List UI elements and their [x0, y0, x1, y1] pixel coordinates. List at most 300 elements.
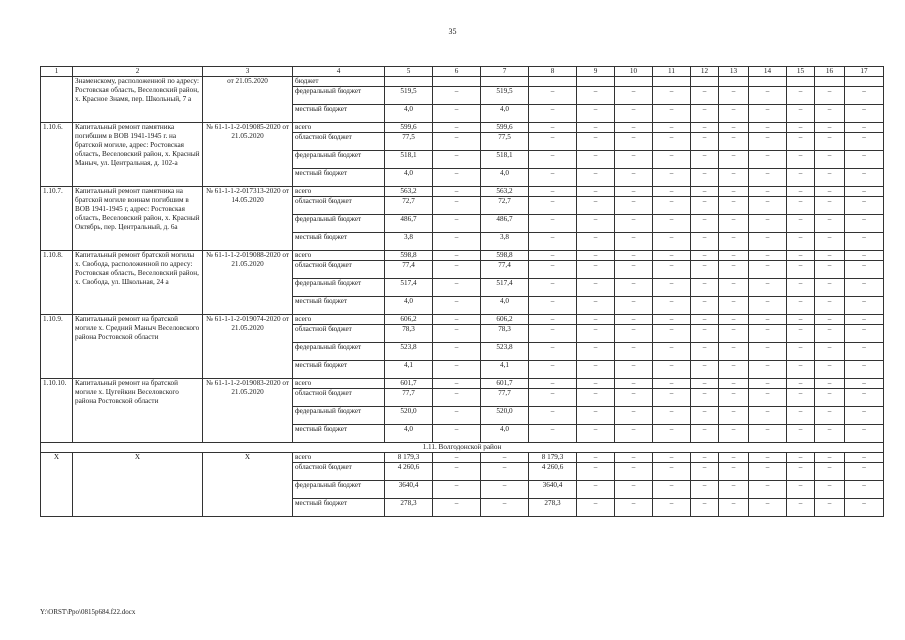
year-value: –: [719, 481, 749, 499]
item-number: 1.10.9.: [41, 315, 73, 379]
funding-source: всего: [293, 379, 385, 389]
year-value: –: [529, 215, 577, 233]
funding-source: всего: [293, 251, 385, 261]
year-value: 519,5: [481, 87, 529, 105]
year-value: –: [719, 407, 749, 425]
total-value: 517,4: [385, 279, 433, 297]
year-value: –: [719, 123, 749, 133]
year-value: –: [529, 133, 577, 151]
year-value: –: [719, 361, 749, 379]
expertise-document: № 61-1-1-2-019088-2020 от 21.05.2020: [203, 251, 293, 315]
column-number: 1: [41, 67, 73, 77]
year-value: –: [787, 123, 815, 133]
year-value: –: [749, 151, 787, 169]
section-row: [41, 443, 884, 453]
year-value: –: [787, 233, 815, 251]
year-value: –: [749, 481, 787, 499]
year-value: –: [719, 343, 749, 361]
year-value: 77,7: [481, 389, 529, 407]
year-value: –: [653, 215, 691, 233]
year-value: –: [845, 481, 884, 499]
year-value: –: [719, 215, 749, 233]
funding-source: федеральный бюджет: [293, 151, 385, 169]
year-value: –: [577, 251, 615, 261]
year-value: –: [615, 169, 653, 187]
year-value: –: [691, 279, 719, 297]
year-value: –: [653, 233, 691, 251]
year-value: –: [845, 197, 884, 215]
funding-source: всего: [293, 453, 385, 463]
year-value: [529, 77, 577, 87]
year-value: –: [815, 481, 845, 499]
year-value: –: [615, 123, 653, 133]
year-value: –: [529, 261, 577, 279]
year-value: –: [845, 187, 884, 197]
column-number: 7: [481, 67, 529, 77]
funding-source: местный бюджет: [293, 297, 385, 315]
year-value: –: [615, 499, 653, 517]
year-value: 4,0: [481, 297, 529, 315]
year-value: –: [653, 481, 691, 499]
year-value: –: [845, 123, 884, 133]
year-value: –: [719, 233, 749, 251]
year-value: –: [845, 169, 884, 187]
column-number: 15: [787, 67, 815, 77]
year-value: –: [719, 453, 749, 463]
year-value: –: [787, 361, 815, 379]
year-value: –: [691, 481, 719, 499]
year-value: 520,0: [481, 407, 529, 425]
year-value: –: [749, 463, 787, 481]
year-value: –: [845, 87, 884, 105]
year-value: –: [653, 361, 691, 379]
year-value: –: [615, 389, 653, 407]
year-value: –: [577, 123, 615, 133]
year-value: –: [719, 389, 749, 407]
year-value: –: [787, 87, 815, 105]
year-value: –: [577, 197, 615, 215]
year-value: –: [815, 425, 845, 443]
expertise-document: № 61-1-1-2-019074-2020 от 21.05.2020: [203, 315, 293, 379]
year-value: –: [815, 105, 845, 123]
year-value: –: [615, 251, 653, 261]
column-number: 11: [653, 67, 691, 77]
expertise-document: № 61-1-1-2-019085-2020 от 21.05.2020: [203, 123, 293, 187]
year-value: –: [615, 197, 653, 215]
table-row: [41, 251, 884, 261]
year-value: 606,2: [481, 315, 529, 325]
funding-source: местный бюджет: [293, 361, 385, 379]
year-value: –: [433, 325, 481, 343]
year-value: –: [749, 215, 787, 233]
year-value: –: [577, 425, 615, 443]
expertise-document: № 61-1-1-2-019083-2020 от 21.05.2020: [203, 379, 293, 443]
year-value: 599,6: [481, 123, 529, 133]
year-value: –: [815, 233, 845, 251]
funding-source: областной бюджет: [293, 197, 385, 215]
year-value: –: [577, 361, 615, 379]
funding-source: областной бюджет: [293, 261, 385, 279]
object-name: Капитальный ремонт на братской могиле х. Цугейкин Веселовского района Ростовской области: [73, 379, 203, 443]
year-value: –: [749, 407, 787, 425]
total-value: 3,8: [385, 233, 433, 251]
year-value: –: [787, 343, 815, 361]
year-value: –: [433, 133, 481, 151]
year-value: –: [653, 105, 691, 123]
year-value: –: [577, 297, 615, 315]
year-value: 601,7: [481, 379, 529, 389]
year-value: –: [845, 251, 884, 261]
year-value: [719, 77, 749, 87]
year-value: –: [433, 389, 481, 407]
year-value: –: [749, 105, 787, 123]
year-value: –: [815, 151, 845, 169]
item-number: 1.10.7.: [41, 187, 73, 251]
year-value: –: [815, 463, 845, 481]
year-value: –: [691, 169, 719, 187]
year-value: –: [749, 261, 787, 279]
year-value: –: [691, 215, 719, 233]
year-value: –: [653, 453, 691, 463]
total-value: 4,0: [385, 425, 433, 443]
year-value: –: [615, 105, 653, 123]
object-name: Капитальный ремонт на братской могиле х. Средний Маныч Веселовского района Ростовской области: [73, 315, 203, 379]
total-value: 77,4: [385, 261, 433, 279]
column-number: 4: [293, 67, 385, 77]
total-value: 599,6: [385, 123, 433, 133]
year-value: –: [749, 453, 787, 463]
year-value: –: [615, 315, 653, 325]
year-value: 3640,4: [529, 481, 577, 499]
total-value: 601,7: [385, 379, 433, 389]
year-value: –: [845, 361, 884, 379]
year-value: –: [433, 343, 481, 361]
year-value: –: [577, 105, 615, 123]
column-number: 17: [845, 67, 884, 77]
year-value: –: [433, 425, 481, 443]
year-value: –: [433, 297, 481, 315]
year-value: –: [529, 169, 577, 187]
total-value: 4,0: [385, 297, 433, 315]
year-value: 278,3: [529, 499, 577, 517]
year-value: –: [577, 87, 615, 105]
year-value: –: [815, 315, 845, 325]
funding-source: местный бюджет: [293, 233, 385, 251]
year-value: –: [653, 343, 691, 361]
item-number: Х: [41, 453, 73, 517]
table-row: [41, 453, 884, 463]
year-value: [481, 77, 529, 87]
column-number: 12: [691, 67, 719, 77]
total-value: 563,2: [385, 187, 433, 197]
year-value: –: [719, 187, 749, 197]
year-value: 4,0: [481, 169, 529, 187]
year-value: –: [845, 151, 884, 169]
funding-source: федеральный бюджет: [293, 481, 385, 499]
year-value: –: [529, 151, 577, 169]
year-value: –: [433, 251, 481, 261]
year-value: –: [529, 187, 577, 197]
funding-source: местный бюджет: [293, 169, 385, 187]
year-value: –: [653, 425, 691, 443]
year-value: 78,3: [481, 325, 529, 343]
year-value: –: [433, 215, 481, 233]
year-value: –: [529, 425, 577, 443]
year-value: –: [653, 87, 691, 105]
table-row: [41, 187, 884, 197]
funding-source: федеральный бюджет: [293, 343, 385, 361]
year-value: –: [577, 325, 615, 343]
funding-source: федеральный бюджет: [293, 215, 385, 233]
year-value: 563,2: [481, 187, 529, 197]
year-value: –: [719, 169, 749, 187]
year-value: –: [845, 233, 884, 251]
year-value: –: [529, 279, 577, 297]
year-value: –: [433, 261, 481, 279]
year-value: –: [845, 279, 884, 297]
year-value: –: [615, 425, 653, 443]
year-value: –: [529, 389, 577, 407]
year-value: –: [433, 499, 481, 517]
year-value: –: [691, 197, 719, 215]
year-value: –: [787, 151, 815, 169]
year-value: 486,7: [481, 215, 529, 233]
year-value: –: [529, 407, 577, 425]
year-value: –: [691, 123, 719, 133]
funding-source: федеральный бюджет: [293, 87, 385, 105]
year-value: –: [529, 105, 577, 123]
year-value: –: [653, 379, 691, 389]
year-value: –: [653, 499, 691, 517]
year-value: [615, 77, 653, 87]
item-number: 1.10.8.: [41, 251, 73, 315]
year-value: –: [615, 407, 653, 425]
year-value: –: [845, 133, 884, 151]
year-value: –: [815, 187, 845, 197]
page-number: 35: [448, 27, 457, 36]
year-value: –: [577, 463, 615, 481]
year-value: –: [433, 315, 481, 325]
column-number: 6: [433, 67, 481, 77]
year-value: –: [615, 87, 653, 105]
year-value: –: [815, 169, 845, 187]
year-value: –: [577, 389, 615, 407]
year-value: –: [815, 453, 845, 463]
total-value: 77,7: [385, 389, 433, 407]
year-value: 4,0: [481, 425, 529, 443]
year-value: –: [577, 233, 615, 251]
year-value: 4 260,6: [529, 463, 577, 481]
total-value: 486,7: [385, 215, 433, 233]
year-value: –: [749, 251, 787, 261]
year-value: –: [615, 261, 653, 279]
year-value: –: [615, 215, 653, 233]
year-value: –: [787, 389, 815, 407]
year-value: –: [815, 251, 845, 261]
year-value: –: [749, 343, 787, 361]
year-value: –: [653, 187, 691, 197]
column-number: 13: [719, 67, 749, 77]
year-value: –: [653, 261, 691, 279]
year-value: –: [529, 233, 577, 251]
funding-source: областной бюджет: [293, 463, 385, 481]
year-value: –: [433, 379, 481, 389]
expertise-document: № 61-1-1-2-017313-2020 от 14.05.2020: [203, 187, 293, 251]
year-value: –: [691, 87, 719, 105]
year-value: –: [653, 279, 691, 297]
year-value: –: [615, 151, 653, 169]
year-value: –: [615, 361, 653, 379]
year-value: –: [433, 169, 481, 187]
year-value: –: [653, 251, 691, 261]
year-value: –: [691, 105, 719, 123]
column-number-row: [41, 67, 884, 77]
year-value: –: [815, 87, 845, 105]
object-name: Капитальный ремонт памятника погибшим в ВОВ 1941-1945 г. на братской могиле, адрес: Ростовская область, Веселовский район, х. Красный Маныч, ул. Центральная, д. 102-а: [73, 123, 203, 187]
year-value: –: [749, 233, 787, 251]
financing-table: [40, 66, 884, 517]
year-value: –: [749, 169, 787, 187]
year-value: –: [433, 453, 481, 463]
year-value: –: [615, 325, 653, 343]
year-value: –: [787, 169, 815, 187]
year-value: –: [529, 315, 577, 325]
year-value: 4,0: [481, 105, 529, 123]
year-value: –: [615, 233, 653, 251]
year-value: [787, 77, 815, 87]
column-number: 16: [815, 67, 845, 77]
funding-source: местный бюджет: [293, 105, 385, 123]
year-value: –: [481, 481, 529, 499]
year-value: [577, 77, 615, 87]
year-value: –: [815, 499, 845, 517]
year-value: –: [845, 389, 884, 407]
year-value: –: [787, 499, 815, 517]
year-value: –: [787, 481, 815, 499]
year-value: –: [749, 87, 787, 105]
column-number: 3: [203, 67, 293, 77]
year-value: –: [691, 325, 719, 343]
year-value: –: [577, 499, 615, 517]
year-value: –: [749, 425, 787, 443]
year-value: –: [529, 297, 577, 315]
year-value: –: [691, 315, 719, 325]
year-value: –: [691, 463, 719, 481]
year-value: 598,8: [481, 251, 529, 261]
year-value: –: [845, 105, 884, 123]
year-value: 77,4: [481, 261, 529, 279]
column-number: 2: [73, 67, 203, 77]
year-value: –: [845, 315, 884, 325]
year-value: –: [529, 379, 577, 389]
funding-source: областной бюджет: [293, 389, 385, 407]
year-value: –: [749, 315, 787, 325]
year-value: –: [719, 133, 749, 151]
year-value: –: [653, 463, 691, 481]
year-value: –: [653, 297, 691, 315]
item-number: 1.10.6.: [41, 123, 73, 187]
year-value: –: [577, 343, 615, 361]
year-value: –: [815, 343, 845, 361]
year-value: –: [577, 169, 615, 187]
total-value: 4,1: [385, 361, 433, 379]
file-path-footer: Y:\ORST\Ppo\0815p684.f22.docx: [40, 608, 136, 616]
year-value: –: [815, 325, 845, 343]
total-value: 606,2: [385, 315, 433, 325]
year-value: –: [749, 279, 787, 297]
year-value: 3,8: [481, 233, 529, 251]
year-value: –: [691, 379, 719, 389]
expertise-document: от 21.05.2020: [203, 77, 293, 123]
year-value: –: [691, 151, 719, 169]
year-value: –: [815, 133, 845, 151]
table-row: [41, 77, 884, 87]
year-value: –: [719, 261, 749, 279]
year-value: –: [749, 325, 787, 343]
year-value: –: [845, 343, 884, 361]
year-value: –: [749, 379, 787, 389]
year-value: [691, 77, 719, 87]
year-value: –: [577, 453, 615, 463]
year-value: –: [529, 87, 577, 105]
year-value: –: [529, 361, 577, 379]
total-value: 519,5: [385, 87, 433, 105]
year-value: –: [815, 361, 845, 379]
object-name: Капитальный ремонт памятника на братской могиле воинам погибшим в ВОВ 1941-1945 г, адрес: Ростовская область, Веселовский район, х. Красный Октябрь, пер. Центральный, д. 6а: [73, 187, 203, 251]
year-value: [433, 77, 481, 87]
year-value: –: [719, 297, 749, 315]
year-value: –: [577, 315, 615, 325]
year-value: –: [433, 361, 481, 379]
year-value: –: [787, 463, 815, 481]
year-value: –: [815, 407, 845, 425]
year-value: –: [845, 297, 884, 315]
year-value: –: [749, 197, 787, 215]
total-value: 518,1: [385, 151, 433, 169]
year-value: [749, 77, 787, 87]
funding-source: всего: [293, 187, 385, 197]
year-value: –: [845, 325, 884, 343]
year-value: –: [577, 379, 615, 389]
year-value: –: [615, 481, 653, 499]
year-value: –: [787, 407, 815, 425]
year-value: –: [787, 133, 815, 151]
year-value: –: [787, 425, 815, 443]
year-value: –: [433, 233, 481, 251]
year-value: –: [615, 343, 653, 361]
year-value: –: [719, 197, 749, 215]
year-value: –: [577, 261, 615, 279]
year-value: –: [787, 251, 815, 261]
funding-source: бюджет: [293, 77, 385, 87]
year-value: –: [691, 133, 719, 151]
table-row: [41, 379, 884, 389]
item-number: [41, 77, 73, 123]
year-value: –: [615, 187, 653, 197]
total-value: 278,3: [385, 499, 433, 517]
object-name: Знаменскому, расположенной по адресу: Ростовская область, Веселовский район, х. Красное Знамя, пер. Школьный, 7 а: [73, 77, 203, 123]
year-value: –: [815, 297, 845, 315]
year-value: –: [433, 105, 481, 123]
year-value: –: [577, 407, 615, 425]
year-value: –: [691, 425, 719, 443]
year-value: –: [433, 463, 481, 481]
year-value: –: [433, 481, 481, 499]
object-name: Капитальный ремонт братской могилы х. Свобода, расположенной по адресу: Ростовская область, Веселовский район, х. Свобода, ул. Школьная, 24 а: [73, 251, 203, 315]
year-value: –: [577, 279, 615, 297]
year-value: –: [691, 361, 719, 379]
year-value: –: [749, 133, 787, 151]
